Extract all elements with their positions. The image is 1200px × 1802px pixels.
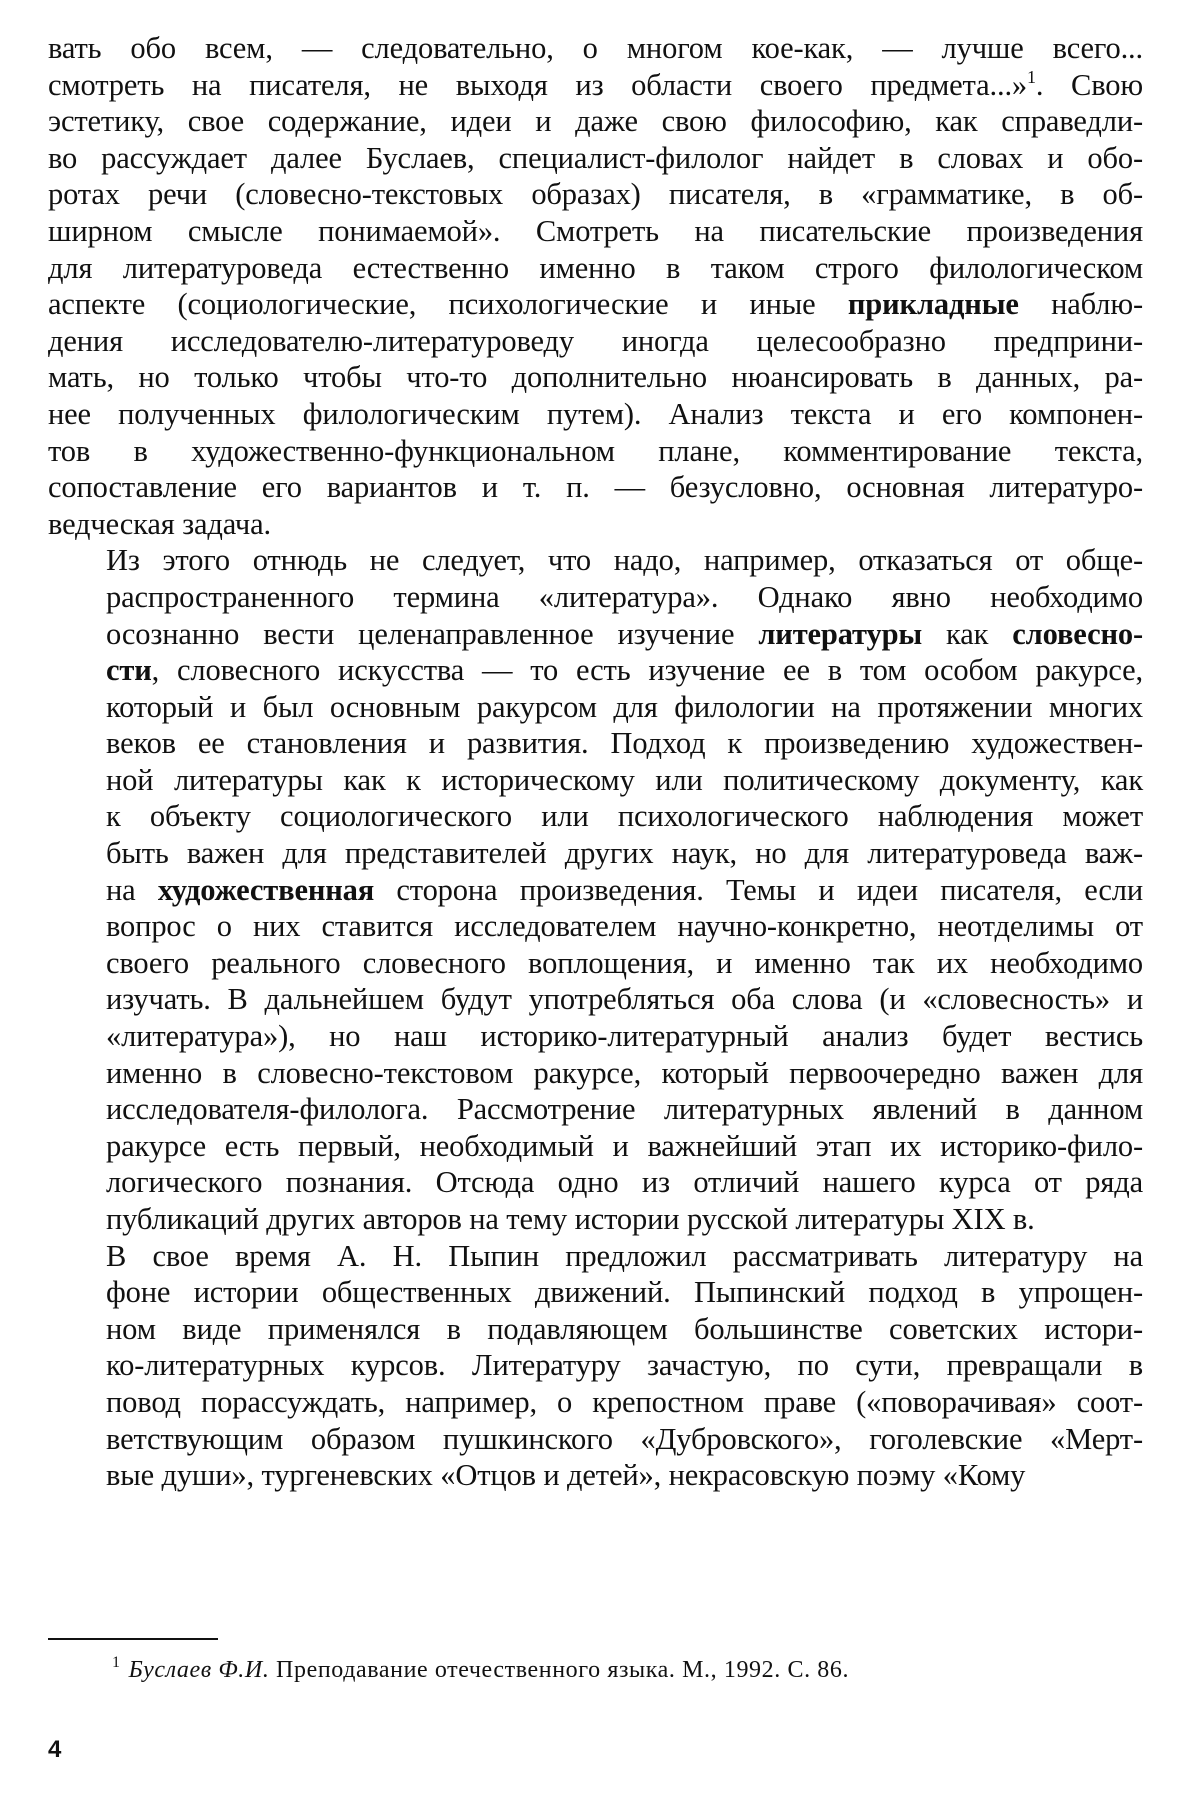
text-line: [48, 835, 1143, 872]
footnote-separator: [48, 1638, 218, 1640]
text-line: [48, 176, 1143, 213]
paragraph-1: [48, 30, 1143, 542]
text-line: [48, 286, 1143, 323]
footnote-reference: 1: [1027, 66, 1036, 87]
text-run: быть важен для представителей других наук, но для литературоведа важ-: [106, 836, 1143, 871]
text-line: [48, 1457, 1143, 1494]
text-run: фоне истории общественных движений. Пыпинский подход в упрощен-: [106, 1275, 1143, 1310]
text-line: [48, 872, 1143, 909]
text-run: . Свою: [1035, 67, 1143, 102]
text-line: [48, 359, 1143, 396]
text-line: [48, 945, 1143, 982]
text-run: публикаций других авторов на тему истории русской литературы XIX в.: [106, 1202, 1035, 1236]
text-line: [48, 469, 1143, 506]
text-line: [48, 213, 1143, 250]
text-line: [48, 140, 1143, 177]
text-run: сторона произведения. Темы и идеи писателя, если: [374, 872, 1143, 907]
text-run: повод порассуждать, например, о крепостном праве («поворачивая» соот-: [106, 1384, 1143, 1419]
text-run: ротах речи (словесно-текстовых образах) писателя, в «грамматике, в об-: [48, 177, 1143, 212]
text-line: [48, 1018, 1143, 1055]
text-line: [48, 908, 1143, 945]
text-run: В свое время А. Н. Пыпин предложил рассматривать литературу на: [106, 1238, 1143, 1273]
text-run: аспекте (социологические, психологические и иные: [48, 287, 848, 322]
text-run: который и был основным ракурсом для филологии на протяжении многих: [106, 689, 1143, 724]
bold-term: сти: [106, 653, 152, 688]
footnote-author: Буслаев Ф.И.: [128, 1657, 270, 1683]
text-run: ширном смысле понимаемой». Смотреть на писательские произведения: [48, 213, 1143, 248]
text-line: [48, 579, 1143, 616]
text-line: [48, 1164, 1143, 1201]
text-run: во рассуждает далее Буслаев, специалист-филолог найдет в словах и обо-: [48, 140, 1143, 175]
text-line: [48, 1201, 1143, 1238]
text-line: [48, 1091, 1143, 1128]
text-line: [48, 652, 1143, 689]
text-run: смотреть на писателя, не выходя из области своего предмета...»: [48, 67, 1028, 102]
text-line: [48, 725, 1143, 762]
text-line: [48, 1128, 1143, 1165]
text-run: на: [106, 872, 158, 907]
page-number: 4: [48, 1736, 62, 1763]
text-run: дения исследователю-литературоведу иногда целесообразно предприни-: [48, 323, 1143, 358]
text-line: [48, 396, 1143, 433]
footnote: [112, 1655, 1112, 1685]
text-line: [48, 762, 1143, 799]
text-run: ветствующим образом пушкинского «Дубровского», гоголевские «Мерт-: [106, 1421, 1143, 1456]
text-line: [48, 30, 1143, 67]
text-line: [48, 1311, 1143, 1348]
text-line: [48, 1421, 1143, 1458]
text-line: [48, 1384, 1143, 1421]
text-run: осознанно вести целенаправленное изучение: [106, 616, 759, 651]
bold-term: художественная: [157, 872, 375, 907]
text-run: ной литературы как к историческому или политическому документу, как: [106, 762, 1143, 797]
text-run: ном виде применялся в подавляющем большинстве советских истори-: [106, 1311, 1143, 1346]
text-run: для литературоведа естественно именно в таком строго филологическом: [48, 250, 1143, 285]
bold-term: прикладные: [847, 287, 1019, 322]
bold-term: литературы: [758, 616, 923, 651]
text-line: [48, 67, 1143, 104]
text-run: именно в словесно-текстовом ракурсе, который первоочередно важен для: [106, 1055, 1143, 1090]
text-line: [48, 981, 1143, 1018]
text-run: наблю-: [1018, 287, 1143, 322]
text-run: вые души», тургеневских «Отцов и детей», некрасовскую поэму «Кому: [106, 1458, 1026, 1493]
text-run: Из этого отнюдь не следует, что надо, например, отказаться от обще-: [106, 543, 1143, 578]
text-line: [48, 433, 1143, 470]
text-line: [48, 542, 1143, 579]
text-run: сопоставление его вариантов и т. п. — безусловно, основная литературо-: [48, 470, 1143, 505]
text-line: [48, 323, 1143, 360]
text-run: , словесного искусства — то есть изучение ее в том особом ракурсе,: [151, 653, 1143, 688]
footnote-text: Преподавание отечественного языка. М., 1992. С. 86.: [269, 1657, 850, 1683]
text-run: изучать. В дальнейшем будут употребляться оба слова (и «словесность» и: [106, 982, 1143, 1017]
text-line: [48, 1274, 1143, 1311]
text-run: ко-литературных курсов. Литературу зачастую, по сути, превращали в: [106, 1348, 1143, 1383]
text-line: [48, 506, 1143, 543]
text-run: как: [922, 616, 1013, 651]
text-line: [48, 103, 1143, 140]
text-run: своего реального словесного воплощения, и именно так их необходимо: [106, 945, 1143, 980]
text-run: веков ее становления и развития. Подход к произведению художествен-: [106, 726, 1143, 761]
text-line: [48, 1055, 1143, 1092]
text-run: распространенного термина «литература». Однако явно необходимо: [106, 579, 1143, 614]
text-run: нее полученных филологическим путем). Анализ текста и его компонен-: [48, 396, 1143, 431]
text-line: [48, 250, 1143, 287]
text-line: [48, 798, 1143, 835]
text-run: к объекту социологического или психологического наблюдения может: [106, 799, 1143, 834]
paragraph-3: [48, 1238, 1143, 1494]
text-run: исследователя-филолога. Рассмотрение литературных явлений в данном: [106, 1092, 1143, 1127]
text-run: «литература»), но наш историко-литературный анализ будет вестись: [106, 1019, 1143, 1054]
bold-term: словесно-: [1012, 616, 1143, 651]
text-run: вать обо всем, — следовательно, о многом кое-как, — лучше всего...: [48, 31, 1143, 65]
text-run: эстетику, свое содержание, идеи и даже свою философию, как справедли-: [48, 104, 1143, 139]
footnote-marker: 1: [112, 1654, 121, 1671]
paragraph-2: [48, 542, 1143, 1237]
text-line: [48, 1238, 1143, 1275]
text-run: ведческая задача.: [48, 506, 271, 541]
text-line: [48, 616, 1143, 653]
text-run: тов в художественно-функциональном плане, комментирование текста,: [48, 433, 1143, 468]
text-run: ракурсе есть первый, необходимый и важнейший этап их историко-фило-: [106, 1128, 1143, 1163]
text-run: логического познания. Отсюда одно из отличий нашего курса от ряда: [106, 1165, 1143, 1200]
main-text: [48, 30, 1143, 1494]
text-line: [48, 689, 1143, 726]
text-run: мать, но только чтобы что-то дополнительно нюансировать в данных, ра-: [48, 360, 1143, 395]
text-run: вопрос о них ставится исследователем научно-конкретно, неотделимы от: [106, 909, 1143, 944]
text-line: [48, 1347, 1143, 1384]
